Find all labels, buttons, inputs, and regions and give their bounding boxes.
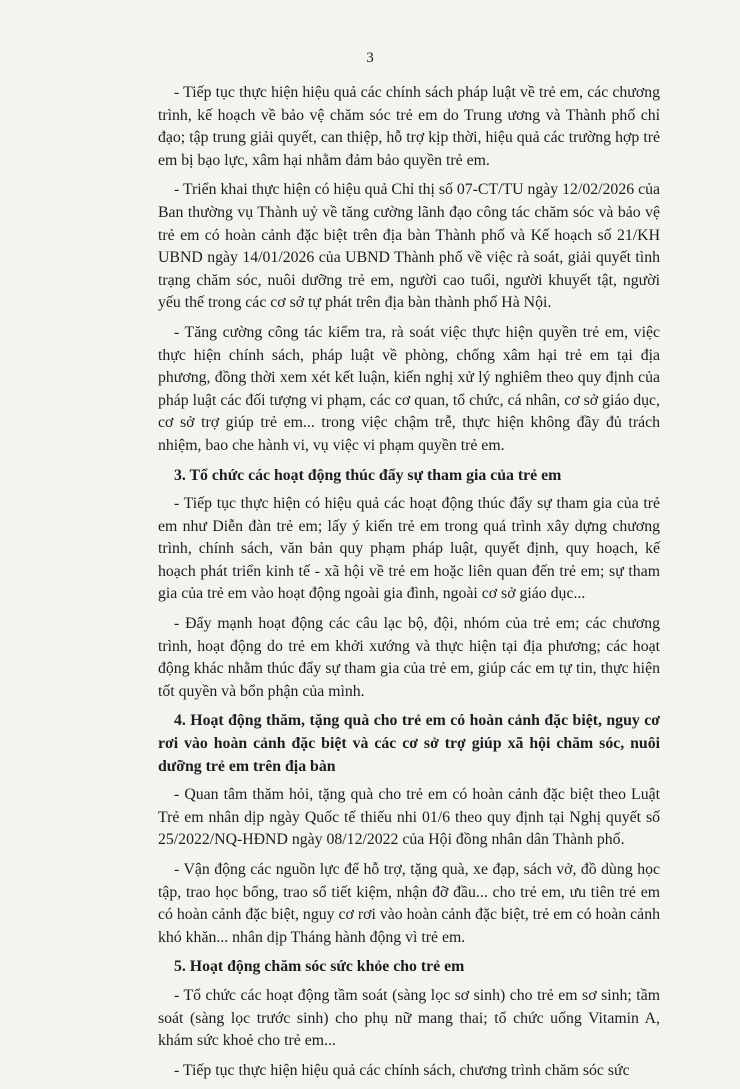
paragraph-text: - Triển khai thực hiện có hiệu quả Chỉ thị số 07-CT/TU ngày 12/02/2026 của Ban thường vụ Thành uỷ về tăng cường lãnh đạo công tác chăm sóc và bảo vệ trẻ em có hoàn cảnh đặc biệt trên địa bàn Thành phố và Kế hoạch số 21/KH UBND ngày 14/01/2026 của UBND Thành phố về việc rà soát, giải quyết tình trạng chăm sóc, nuôi dưỡng trẻ em, người cao tuổi, người khuyết tật, người yếu thế trong các cơ sở tự phát trên địa bàn thành phố Hà Nội. xyxy=(158,181,660,312)
paragraph-text: - Tiếp tục thực hiện có hiệu quả các hoạt động thúc đẩy sự tham gia của trẻ em như Diễn đàn trẻ em; lấy ý kiến trẻ em trong quá trình xây dựng chương trình, chính sách, văn bản quy phạm pháp luật, quyết định, quy hoạch, kế hoạch phát triển kinh tế - xã hội về trẻ em hoặc liên quan đến trẻ em; sự tham gia của trẻ em vào hoạt động ngoài gia đình, ngoài cơ sở giáo dục... xyxy=(158,495,660,603)
section-heading-text: 3. Tổ chức các hoạt động thúc đẩy sự tham gia của trẻ em xyxy=(174,466,562,484)
page-number: 3 xyxy=(366,50,374,66)
paragraph-text: - Tổ chức các hoạt động tầm soát (sàng lọc sơ sinh) cho trẻ em sơ sinh; tầm soát (sàng lọc trước sinh) cho phụ nữ mang thai; tổ chức uống Vitamin A, khám sức khoẻ cho trẻ em... xyxy=(158,986,660,1050)
paragraph-text: - Vận động các nguồn lực để hỗ trợ, tặng quà, xe đạp, sách vở, đồ dùng học tập, trao học bổng, trao sổ tiết kiệm, nhận đỡ đầu... cho trẻ em, ưu tiên trẻ em có hoàn cảnh đặc biệt, nguy cơ rơi vào hoàn cảnh đặc biệt, trẻ em có hoàn cảnh khó khăn... nhân dịp Tháng hành động vì trẻ em. xyxy=(158,861,660,946)
paragraph xyxy=(158,784,660,852)
paragraph xyxy=(158,985,660,1053)
section-heading-text: 4. Hoạt động thăm, tặng quà cho trẻ em có hoàn cảnh đặc biệt, nguy cơ rơi vào hoàn cảnh đặc biệt và các cơ sở trợ giúp xã hội chăm sóc, nuôi dưỡng trẻ em trên địa bàn xyxy=(158,712,660,775)
paragraph xyxy=(158,859,660,949)
paragraph xyxy=(158,1060,660,1083)
paragraph xyxy=(158,613,660,703)
document-body xyxy=(158,82,660,1089)
paragraph xyxy=(158,322,660,458)
section-heading xyxy=(158,956,660,979)
paragraph xyxy=(158,493,660,606)
paragraph-text: - Tiếp tục thực hiện hiệu quả các chính sách pháp luật về trẻ em, các chương trình, kế hoạch về bảo vệ chăm sóc trẻ em do Trung ương và Thành phố chỉ đạo; tập trung giải quyết, can thiệp, hỗ trợ kịp thời, hiệu quả các trường hợp trẻ em bị bạo lực, xâm hại nhằm đảm bảo quyền trẻ em. xyxy=(158,84,660,169)
paragraph-text: - Tăng cường công tác kiểm tra, rà soát việc thực hiện quyền trẻ em, việc thực hiện chính sách, pháp luật về phòng, chống xâm hại trẻ em tại địa phương, đồng thời xem xét kết luận, kiến nghị xử lý nghiêm theo quy định của pháp luật các đối tượng vi phạm, các cơ quan, tổ chức, cá nhân, cơ sở giáo dục, cơ sở trợ giúp trẻ em... trong việc chậm trễ, thực hiện không đầy đủ trách nhiệm, bao che hành vi, vụ việc vi phạm quyền trẻ em. xyxy=(158,323,660,454)
section-heading xyxy=(158,465,660,488)
paragraph xyxy=(158,82,660,172)
paragraph xyxy=(158,179,660,315)
paragraph-text: - Đẩy mạnh hoạt động các câu lạc bộ, đội, nhóm của trẻ em; các chương trình, hoạt động do trẻ em khởi xướng và thực hiện tại địa phương; các hoạt động khác nhằm thúc đẩy sự tham gia của trẻ em, giúp các em tự tin, thực hiện tốt quyền và bổn phận của mình. xyxy=(158,615,660,700)
section-heading xyxy=(158,710,660,778)
paragraph-text: - Tiếp tục thực hiện hiệu quả các chính sách, chương trình chăm sóc sức xyxy=(174,1061,630,1079)
paragraph-text: - Quan tâm thăm hỏi, tặng quà cho trẻ em có hoàn cảnh đặc biệt theo Luật Trẻ em nhân dịp ngày Quốc tế thiếu nhi 01/6 theo quy định tại Nghị quyết số 25/2022/NQ-HĐND ngày 08/12/2022 của Hội đồng nhân dân Thành phố. xyxy=(158,786,660,849)
section-heading-text: 5. Hoạt động chăm sóc sức khỏe cho trẻ em xyxy=(174,958,465,976)
